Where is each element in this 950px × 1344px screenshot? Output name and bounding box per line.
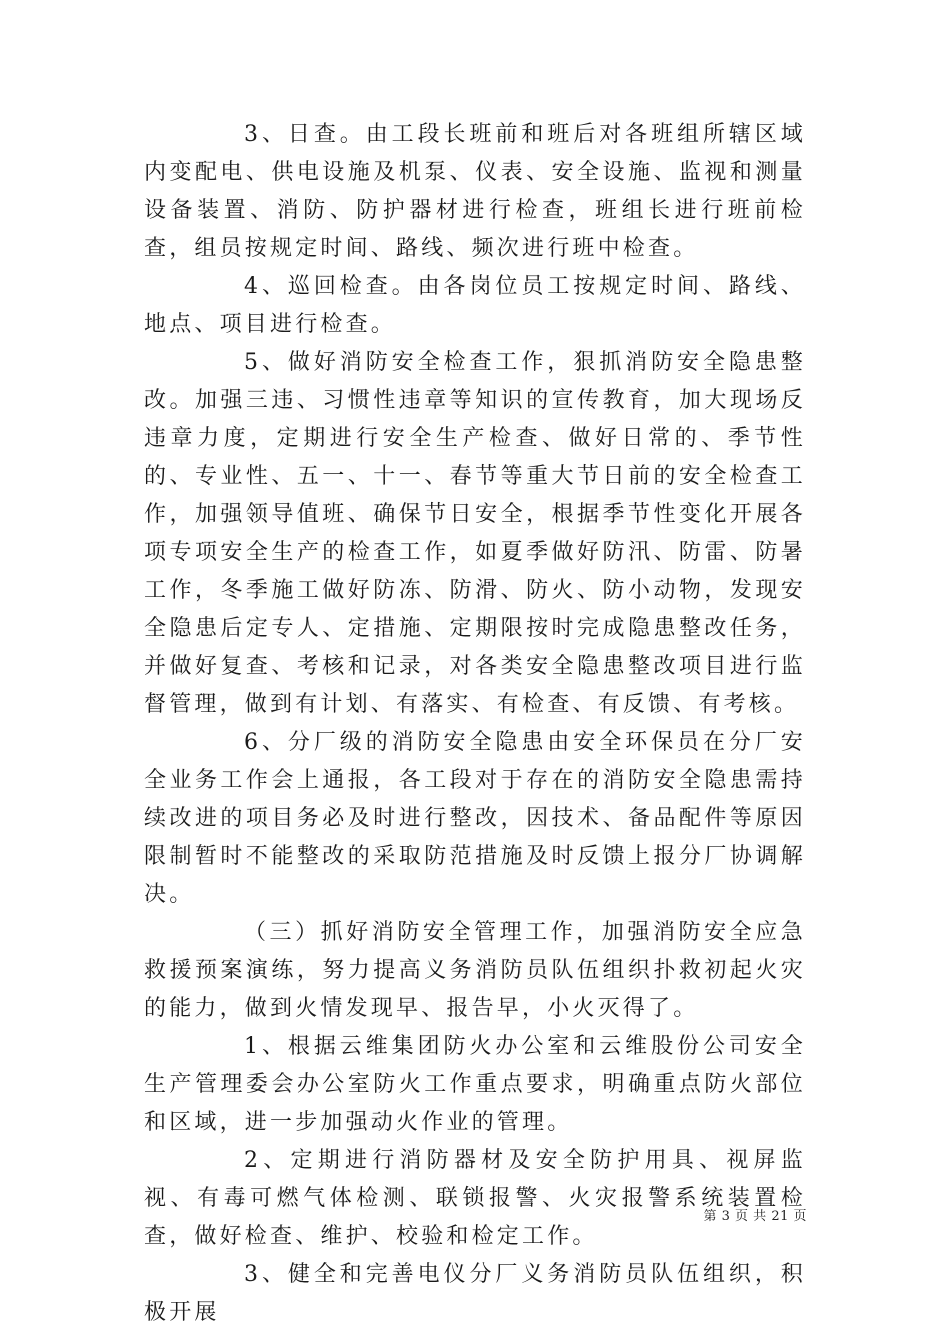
paragraph-patrol-check: 4、巡回检查。由各岗位员工按规定时间、路线、地点、项目进行检查。 xyxy=(144,274,806,337)
paragraph-volunteer-team: 3、健全和完善电仪分厂义务消防员队伍组织，积极开展 xyxy=(144,1262,806,1325)
paragraph-daily-check: 3、日查。由工段长班前和班后对各班组所辖区域内变配电、供电设施及机泵、仪表、安全设施、监视和测量设备装置、消防、防护器材进行检查，班组长进行班前检查，组员按规定时间、路线、频次进行班中检查。 xyxy=(144,122,806,261)
paragraph-section-three-heading: （三）抓好消防安全管理工作，加强消防安全应急救援预案演练，努力提高义务消防员队伍组织扑救初起火灾的能力，做到火情发现早、报告早，小火灭得了。 xyxy=(144,920,806,1021)
page-number-footer: 第 3 页 共 21 页 xyxy=(703,1209,807,1224)
document-body xyxy=(144,116,806,1332)
paragraph-equipment-checks: 2、定期进行消防器材及安全防护用具、视屏监视、有毒可燃气体检测、联锁报警、火灾报警系统装置检查，做好检查、维护、校验和检定工作。 xyxy=(144,1148,806,1249)
paragraph-fire-safety-inspection: 5、做好消防安全检查工作，狠抓消防安全隐患整改。加强三违、习惯性违章等知识的宣传教育，加大现场反违章力度，定期进行安全生产检查、做好日常的、季节性的、专业性、五一、十一、春节等重大节日前的安全检查工作，加强领导值班、确保节日安全，根据季节性变化开展各项专项安全生产的检查工作，如夏季做好防汛、防雷、防暑工作，冬季施工做好防冻、防滑、防火、防小动物，发现安全隐患后定专人、定措施、定期限按时完成隐患整改任务，并做好复查、考核和记录，对各类安全隐患整改项目进行监督管理，做到有计划、有落实、有检查、有反馈、有考核。 xyxy=(144,350,806,717)
paragraph-fire-prevention-zones: 1、根据云维集团防火办公室和云维股份公司安全生产管理委会办公室防火工作重点要求，明确重点防火部位和区域，进一步加强动火作业的管理。 xyxy=(144,1034,806,1135)
paragraph-hazard-reporting: 6、分厂级的消防安全隐患由安全环保员在分厂安全业务工作会上通报，各工段对于存在的消防安全隐患需持续改进的项目务必及时进行整改，因技术、备品配件等原因限制暂时不能整改的采取防范措施及时反馈上报分厂协调解决。 xyxy=(144,730,806,907)
